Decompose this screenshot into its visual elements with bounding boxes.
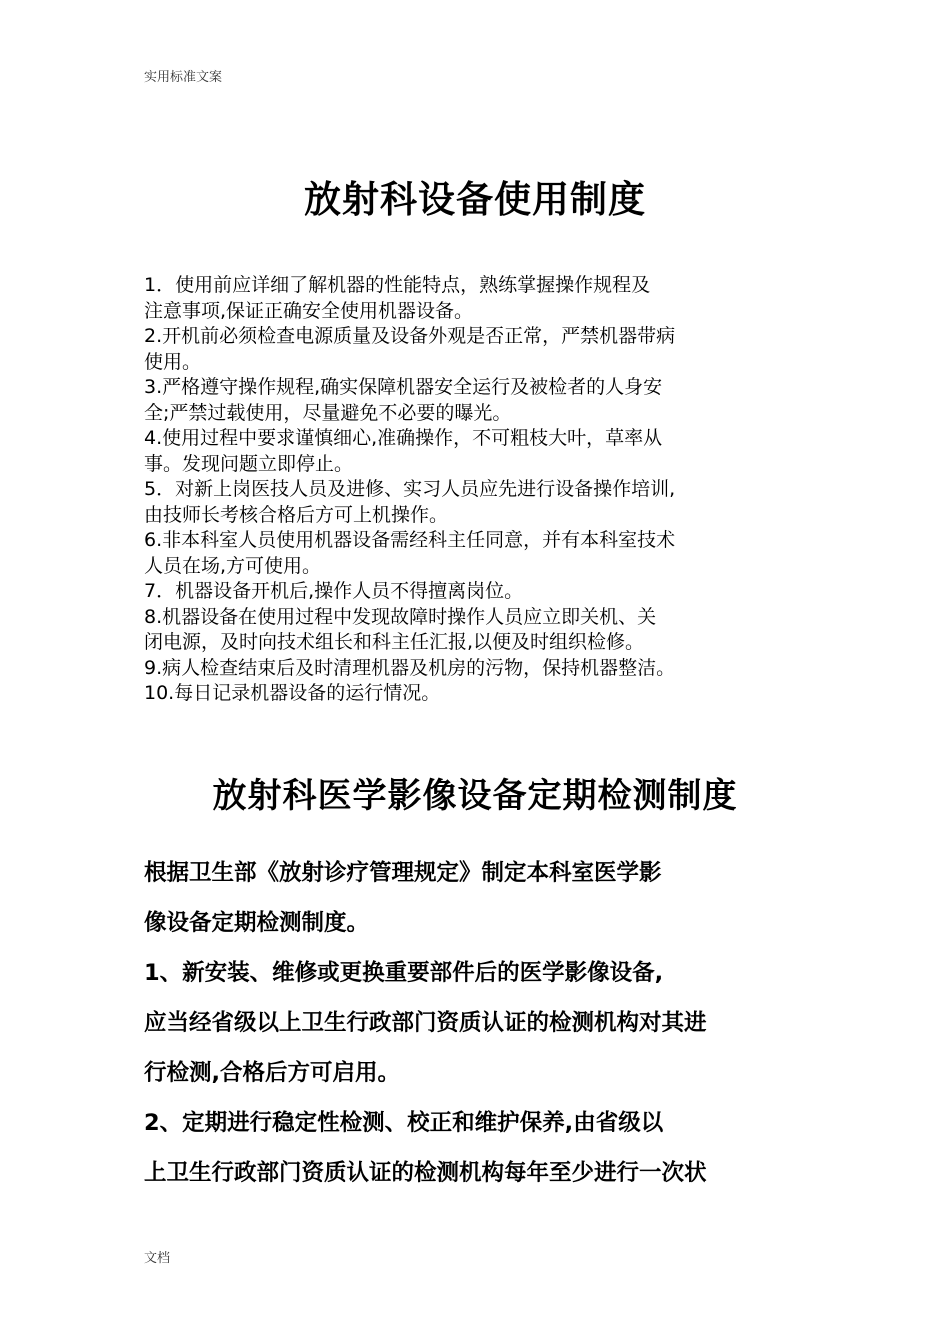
- page-footer: 文档: [144, 1251, 171, 1266]
- rules-line: 10.每日记录机器设备的运行情况。: [144, 682, 441, 704]
- rules-line: 4.使用过程中要求谨慎细心,准确操作，不可粗枝大叶，草率从: [144, 427, 663, 449]
- rules-line: 使用。: [144, 350, 202, 373]
- inspection-line: 根据卫生部《放射诊疗管理规定》制定本科室医学影: [144, 860, 662, 886]
- rules-line: 注意事项,保证正确安全使用机器设备。: [144, 299, 474, 322]
- page-header: 实用标准文案: [144, 70, 223, 85]
- rules-line: 人员在场,方可使用。: [144, 554, 322, 577]
- inspection-line: 应当经省级以上卫生行政部门资质认证的检测机构对其进: [144, 1010, 707, 1036]
- rules-line: 9.病人检查结束后及时清理机器及机房的污物，保持机器整洁。: [144, 656, 676, 679]
- rules-line: 1．使用前应详细了解机器的性能特点，熟练掌握操作规程及: [144, 274, 651, 296]
- rules-line: 5．对新上岗医技人员及进修、实习人员应先进行设备操作培训,: [144, 478, 676, 500]
- rules-line: 事。发现问题立即停止。: [144, 452, 354, 475]
- inspection-line: 1、新安装、维修或更换重要部件后的医学影像设备,: [144, 960, 664, 986]
- rules-line: 3.严格遵守操作规程,确实保障机器安全运行及被检者的人身安: [144, 376, 663, 398]
- periodic-inspection-rules: [144, 848, 812, 1198]
- rules-line: 8.机器设备在使用过程中发现故障时操作人员应立即关机、关: [144, 605, 657, 628]
- rules-line: 由技师长考核合格后方可上机操作。: [144, 503, 449, 526]
- rules-line: 7．机器设备开机后,操作人员不得擅离岗位。: [144, 580, 524, 602]
- inspection-line: 上卫生行政部门资质认证的检测机构每年至少进行一次状: [144, 1160, 707, 1186]
- rules-line: 全;严禁过载使用，尽量避免不必要的曝光。: [144, 401, 512, 424]
- inspection-line: 行检测,合格后方可启用。: [144, 1060, 401, 1086]
- document-title-periodic-inspection: 放射科医学影像设备定期检测制度: [212, 776, 738, 816]
- rules-line: 2.开机前必须检查电源质量及设备外观是否正常，严禁机器带病: [144, 325, 676, 347]
- rules-line: 闭电源，及时向技术组长和科主任汇报,以便及时组织检修。: [144, 631, 645, 653]
- document-title-equipment-usage: 放射科设备使用制度: [304, 178, 646, 221]
- inspection-line: 2、定期进行稳定性检测、校正和维护保养,由省级以: [144, 1110, 664, 1136]
- rules-line: 6.非本科室人员使用机器设备需经科主任同意，并有本科室技术: [144, 529, 676, 551]
- equipment-usage-rules: [144, 273, 812, 707]
- inspection-line: 像设备定期检测制度。: [144, 910, 370, 936]
